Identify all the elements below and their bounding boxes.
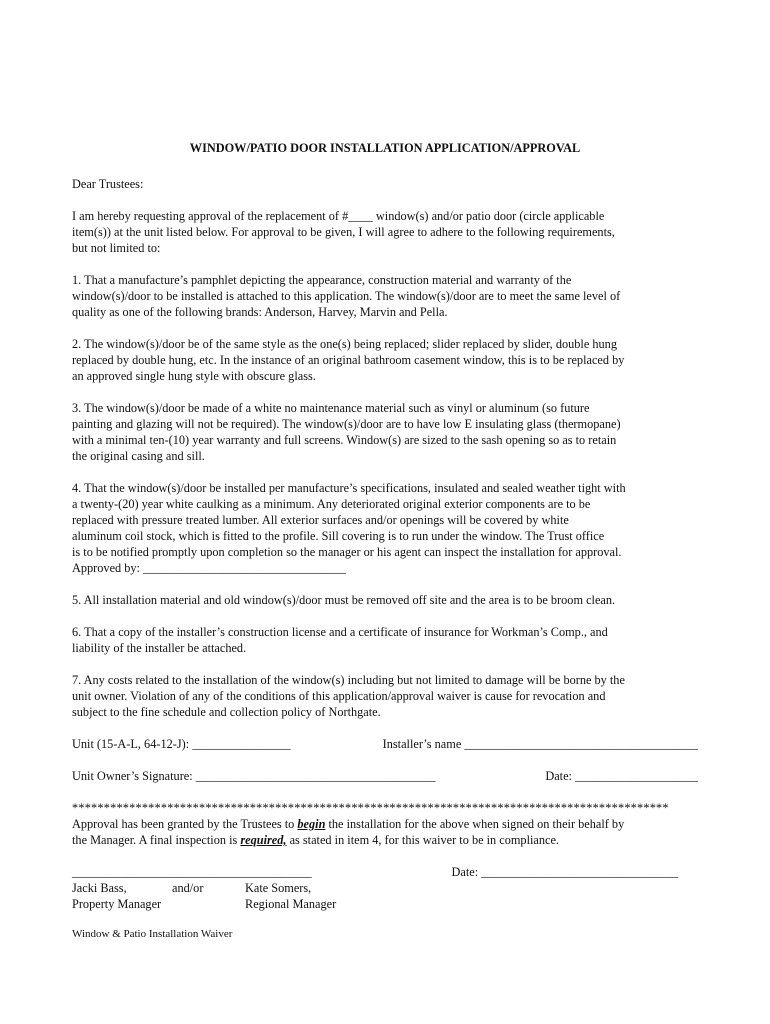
owner-signature-row <box>72 768 698 784</box>
text-line: replaced with pressure treated lumber. All exterior surfaces and/or openings will be covered by white <box>72 513 569 527</box>
intro-paragraph <box>72 208 698 256</box>
requirement-3 <box>72 400 698 464</box>
approval-paragraph <box>72 816 698 848</box>
text-line: replaced by double hung, etc. In the instance of an original bathroom casement window, this is to be replaced by <box>72 353 625 367</box>
trustee-signature-block <box>72 864 698 912</box>
requirement-1 <box>72 272 698 320</box>
owner-signature-field[interactable]: Unit Owner’s Signature: _______________________________________ <box>72 769 436 783</box>
trustee-date-field[interactable]: Date: ________________________________ <box>451 865 678 879</box>
text-line: is to be notified promptly upon completion so the manager or his agent can inspect the installation for approval. <box>72 545 622 559</box>
text-line: 5. All installation material and old window(s)/door must be removed off site and the area is to be broom clean. <box>72 593 616 607</box>
signer-name-2: Kate Somers, <box>245 881 312 895</box>
text-line: a twenty-(20) year white caulking as a minimum. Any deteriorated original exterior components are to be <box>72 497 591 511</box>
text-line: the original casing and sill. <box>72 449 205 463</box>
and-or-label: and/or <box>172 881 204 895</box>
text-span: as stated in item 4, for this waiver to be in compliance. <box>286 833 560 847</box>
text-line: window(s)/door to be installed is attached to this application. The window(s)/door are to meet the same level of <box>72 289 621 303</box>
text-line: 1. That a manufacture’s pamphlet depicting the appearance, construction material and warranty of the <box>72 273 572 287</box>
installer-name-field[interactable]: Installer’s name ______________________________________ <box>382 737 698 751</box>
text-line: unit owner. Violation of any of the conditions of this application/approval waiver is cause for revocation and <box>72 689 606 703</box>
document-title: WINDOW/PATIO DOOR INSTALLATION APPLICATION/APPROVAL <box>189 141 581 155</box>
requirement-2 <box>72 336 698 384</box>
text-line: I am hereby requesting approval of the replacement of #____ window(s) and/or patio door (circle applicable <box>72 209 605 223</box>
text-span: Approval has been granted by the Trustees to <box>72 817 298 831</box>
unit-installer-row <box>72 736 698 752</box>
requirement-5 <box>72 592 698 608</box>
text-line: subject to the fine schedule and collection policy of Northgate. <box>72 705 381 719</box>
text-line: 4. That the window(s)/door be installed per manufacture’s specifications, insulated and sealed weather tight with <box>72 481 626 495</box>
trustee-signature-row <box>72 864 698 880</box>
text-line: item(s)) at the unit listed below. For approval to be given, I will agree to adhere to the following requirements, <box>72 225 615 239</box>
text-line: quality as one of the following brands: Anderson, Harvey, Marvin and Pella. <box>72 305 448 319</box>
approved-by-field[interactable]: Approved by: _________________________________ <box>72 561 346 575</box>
document-page <box>72 130 698 942</box>
separator-stars: ********************************************************************************************** <box>72 801 669 815</box>
text-line <box>72 833 559 847</box>
signer-role-1: Property Manager <box>72 897 162 911</box>
signer-names <box>72 880 698 896</box>
text-line: liability of the installer be attached. <box>72 641 247 655</box>
text-line: painting and glazing will not be required). The window(s)/door are to have low E insulating glass (thermopane) <box>72 417 621 431</box>
text-line: 7. Any costs related to the installation of the window(s) including but not limited to damage will be borne by the <box>72 673 625 687</box>
signer-roles <box>72 896 698 912</box>
signer-name-1: Jacki Bass, <box>72 881 127 895</box>
trustee-signature-line[interactable]: _______________________________________ <box>72 865 312 879</box>
text-span: the installation for the above when signed on their behalf by <box>325 817 625 831</box>
signer-role-2: Regional Manager <box>245 897 337 911</box>
text-line: 3. The window(s)/door be made of a white no maintenance material such as vinyl or aluminum (so future <box>72 401 590 415</box>
text-line: aluminum coil stock, which is fitted to the profile. Sill covering is to run under the window. The Trust office <box>72 529 605 543</box>
emphasis-begin: begin <box>297 817 326 831</box>
owner-date-field[interactable]: Date: ____________________ <box>545 769 698 783</box>
requirement-6 <box>72 624 698 656</box>
greeting: Dear Trustees: <box>72 177 144 191</box>
text-line: an approved single hung style with obscure glass. <box>72 369 316 383</box>
unit-field[interactable]: Unit (15-A-L, 64-12-J): ________________ <box>72 737 291 751</box>
requirement-4 <box>72 480 698 576</box>
text-span: the Manager. A final inspection is <box>72 833 241 847</box>
document-footer: Window & Patio Installation Waiver <box>72 928 233 940</box>
text-line: 2. The window(s)/door be of the same style as the one(s) being replaced; slider replaced by slider, double hung <box>72 337 617 351</box>
text-line: 6. That a copy of the installer’s construction license and a certificate of insurance for Workman’s Comp., and <box>72 625 608 639</box>
text-line <box>72 817 624 831</box>
requirement-7 <box>72 672 698 720</box>
text-line: but not limited to: <box>72 241 161 255</box>
text-line: with a minimal ten-(10) year warranty and full screens. Window(s) are sized to the sash opening so as to retain <box>72 433 617 447</box>
emphasis-required: required, <box>240 833 287 847</box>
